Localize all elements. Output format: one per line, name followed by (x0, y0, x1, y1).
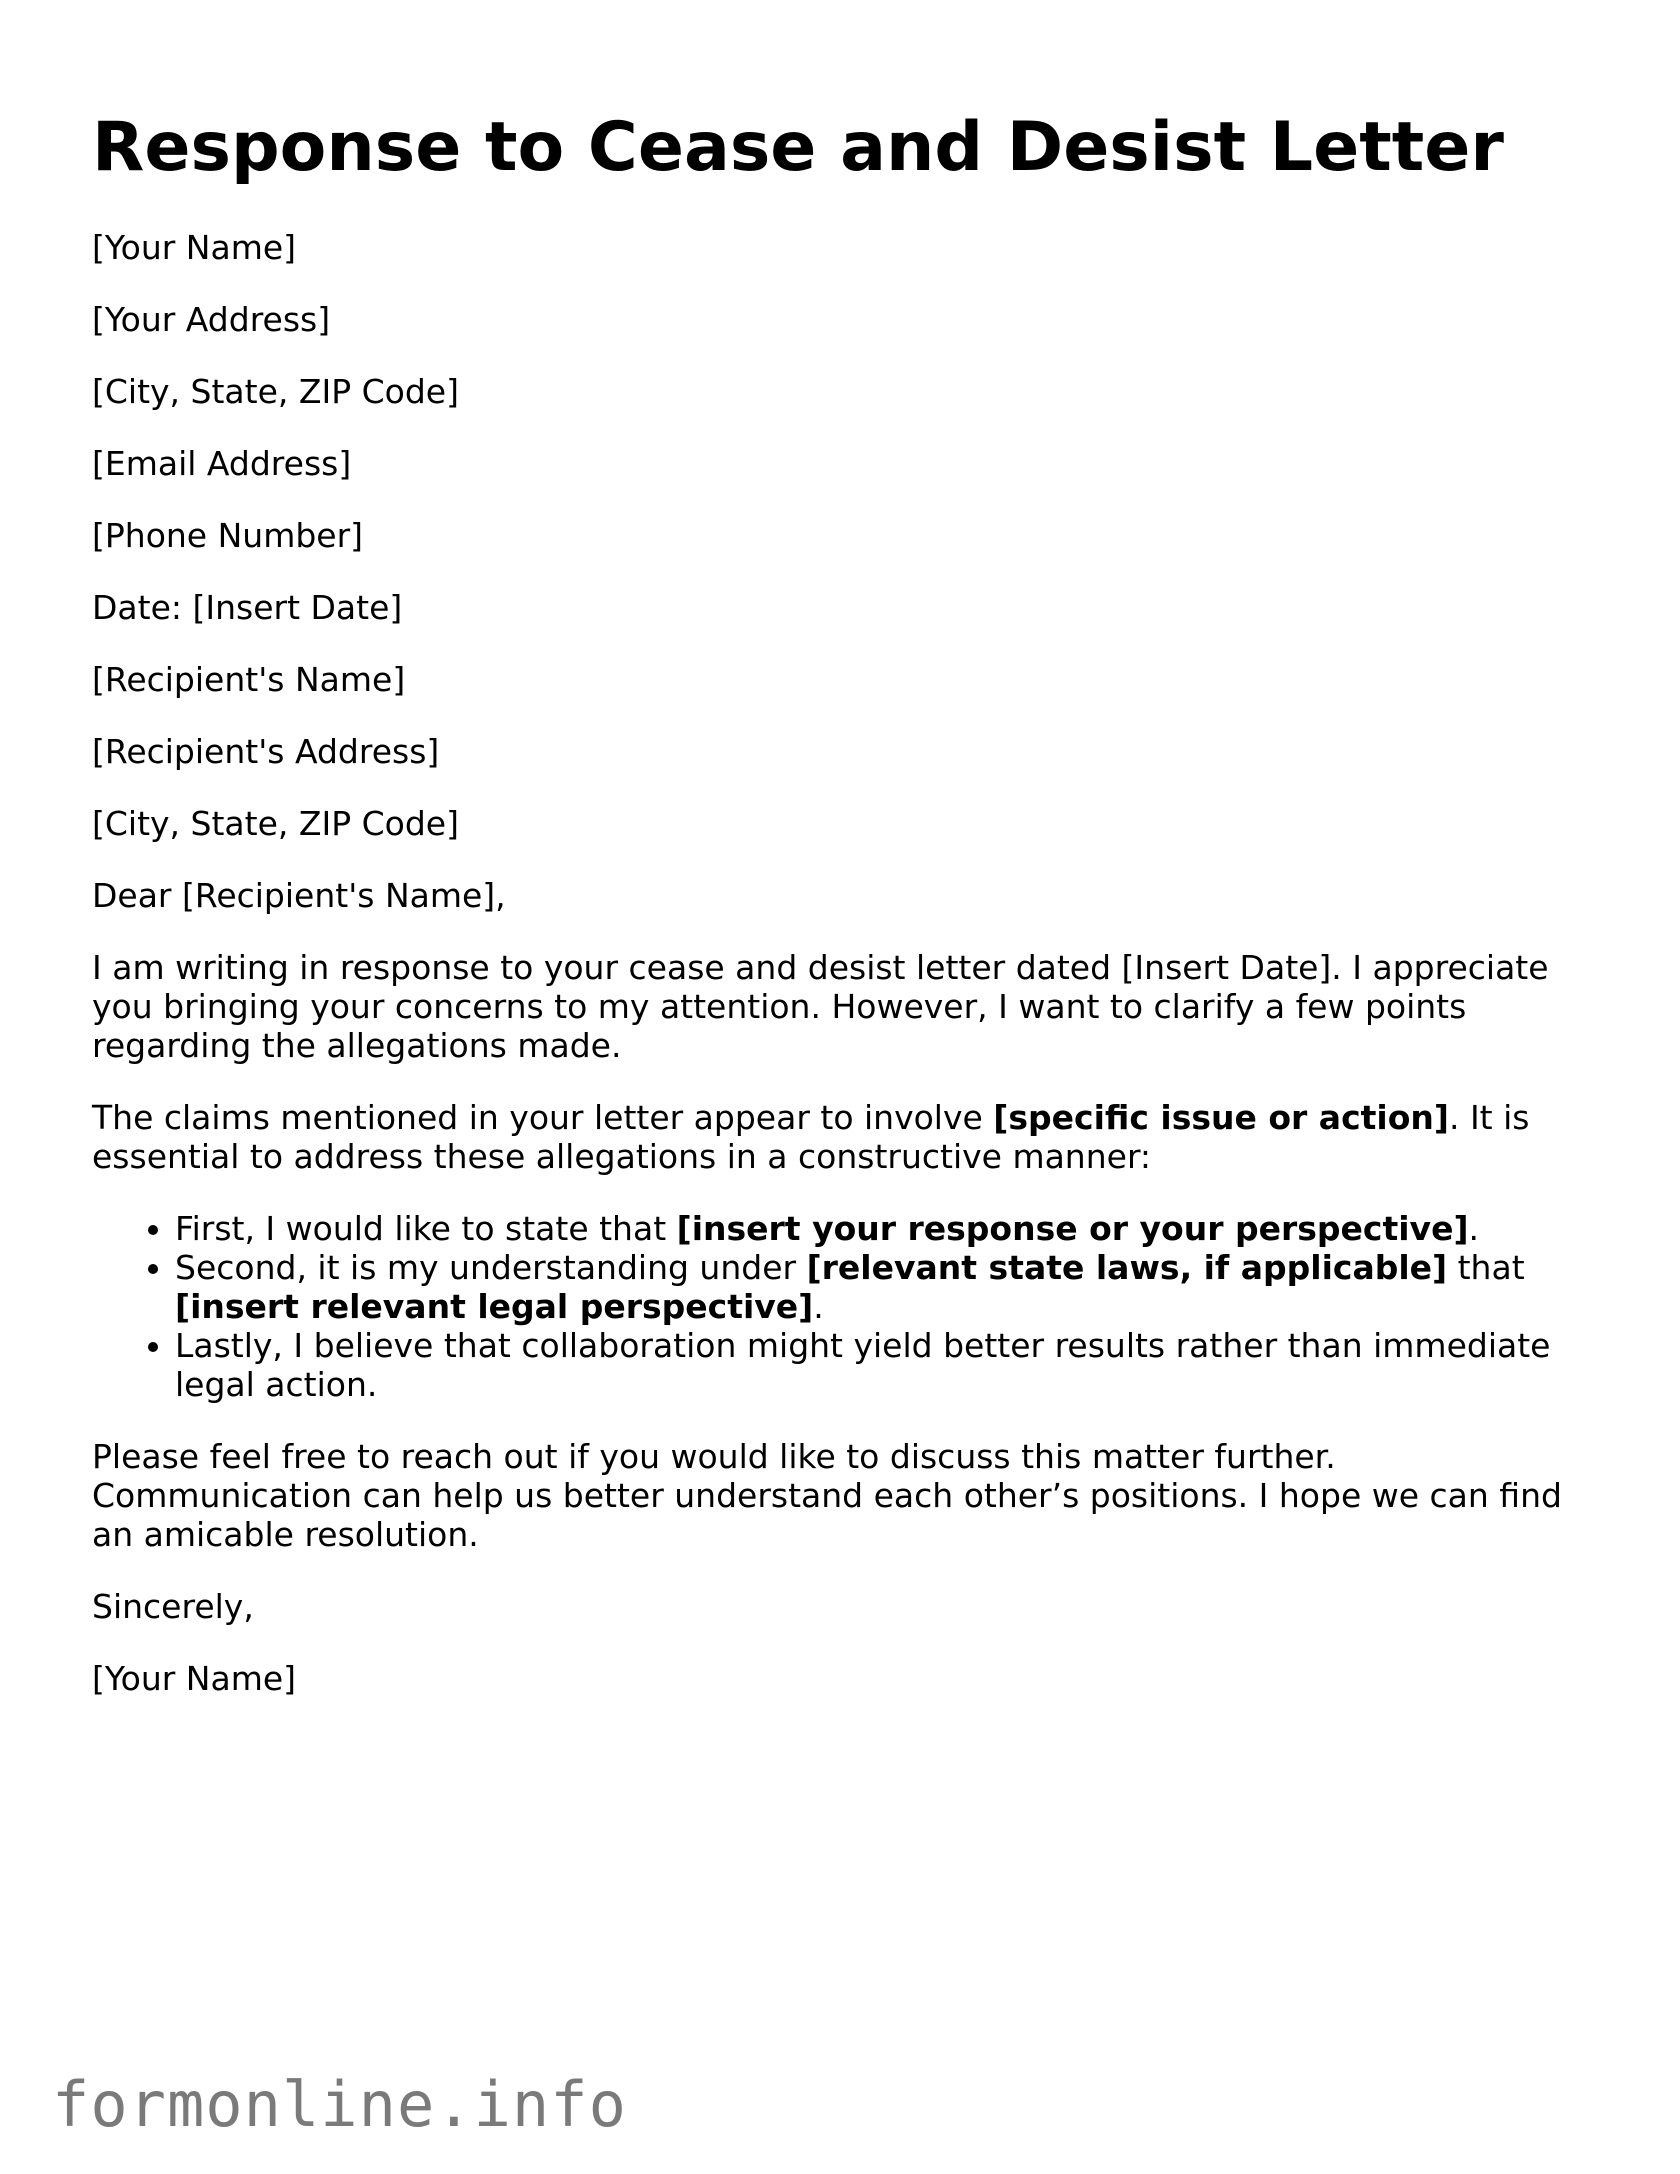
list-item-second-middle: that (1447, 1248, 1525, 1288)
sender-phone: [Phone Number] (92, 516, 364, 556)
salutation: Dear [Recipient's Name], (92, 876, 506, 916)
recipient-city-state-zip: [City, State, ZIP Code] (92, 804, 459, 844)
sender-email: [Email Address] (92, 444, 352, 484)
watermark: formonline.info (52, 2068, 627, 2141)
list-item-second-bold2: [insert relevant legal perspective] (175, 1287, 814, 1327)
closing: Sincerely, (92, 1587, 254, 1627)
list-item-first-bold: [insert your response or your perspective] (676, 1209, 1469, 1249)
sender-city-state-zip: [City, State, ZIP Code] (92, 372, 459, 412)
date-line: Date: [Insert Date] (92, 588, 403, 628)
page-title: Response to Cease and Desist Letter (92, 108, 1504, 187)
sender-address: [Your Address] (92, 300, 331, 340)
list-item-second-before: Second, it is my understanding under (175, 1248, 807, 1288)
list-item-third: • Lastly, I believe that collaboration might yield better results rather than immediate legal action. (175, 1326, 1592, 1404)
paragraph-claims-after: . It is essential to address these allegations in a constructive manner: (92, 1098, 1530, 1177)
letter-page (92, 110, 1592, 1731)
list-item-first-before: First, I would like to state that (175, 1209, 677, 1249)
list-item-first (175, 1209, 1592, 1248)
list-item-second (175, 1248, 1592, 1326)
paragraph-claims (92, 1098, 1592, 1176)
recipient-address: [Recipient's Address] (92, 732, 440, 772)
response-points-list (92, 1209, 1592, 1404)
signature-name: [Your Name] (92, 1659, 297, 1699)
recipient-name: [Recipient's Name] (92, 660, 406, 700)
paragraph-closing-remarks: Please feel free to reach out if you would like to discuss this matter further. Communication can help us better understand each other’s positions. I hope we can find an amicable resolution. (92, 1437, 1562, 1555)
paragraph-intro: I am writing in response to your cease and desist letter dated [Insert Date]. I appreciate you bringing your concerns to my attention. However, I want to clarify a few points regarding the allegations made. (92, 948, 1549, 1066)
sender-name: [Your Name] (92, 228, 297, 268)
paragraph-claims-before: The claims mentioned in your letter appear to involve (92, 1098, 994, 1138)
paragraph-claims-bold: [specific issue or action] (993, 1098, 1449, 1138)
list-item-first-after: . (1468, 1209, 1480, 1249)
list-item-second-after: . (813, 1287, 824, 1327)
list-item-second-bold: [relevant state laws, if applicable] (806, 1248, 1448, 1288)
